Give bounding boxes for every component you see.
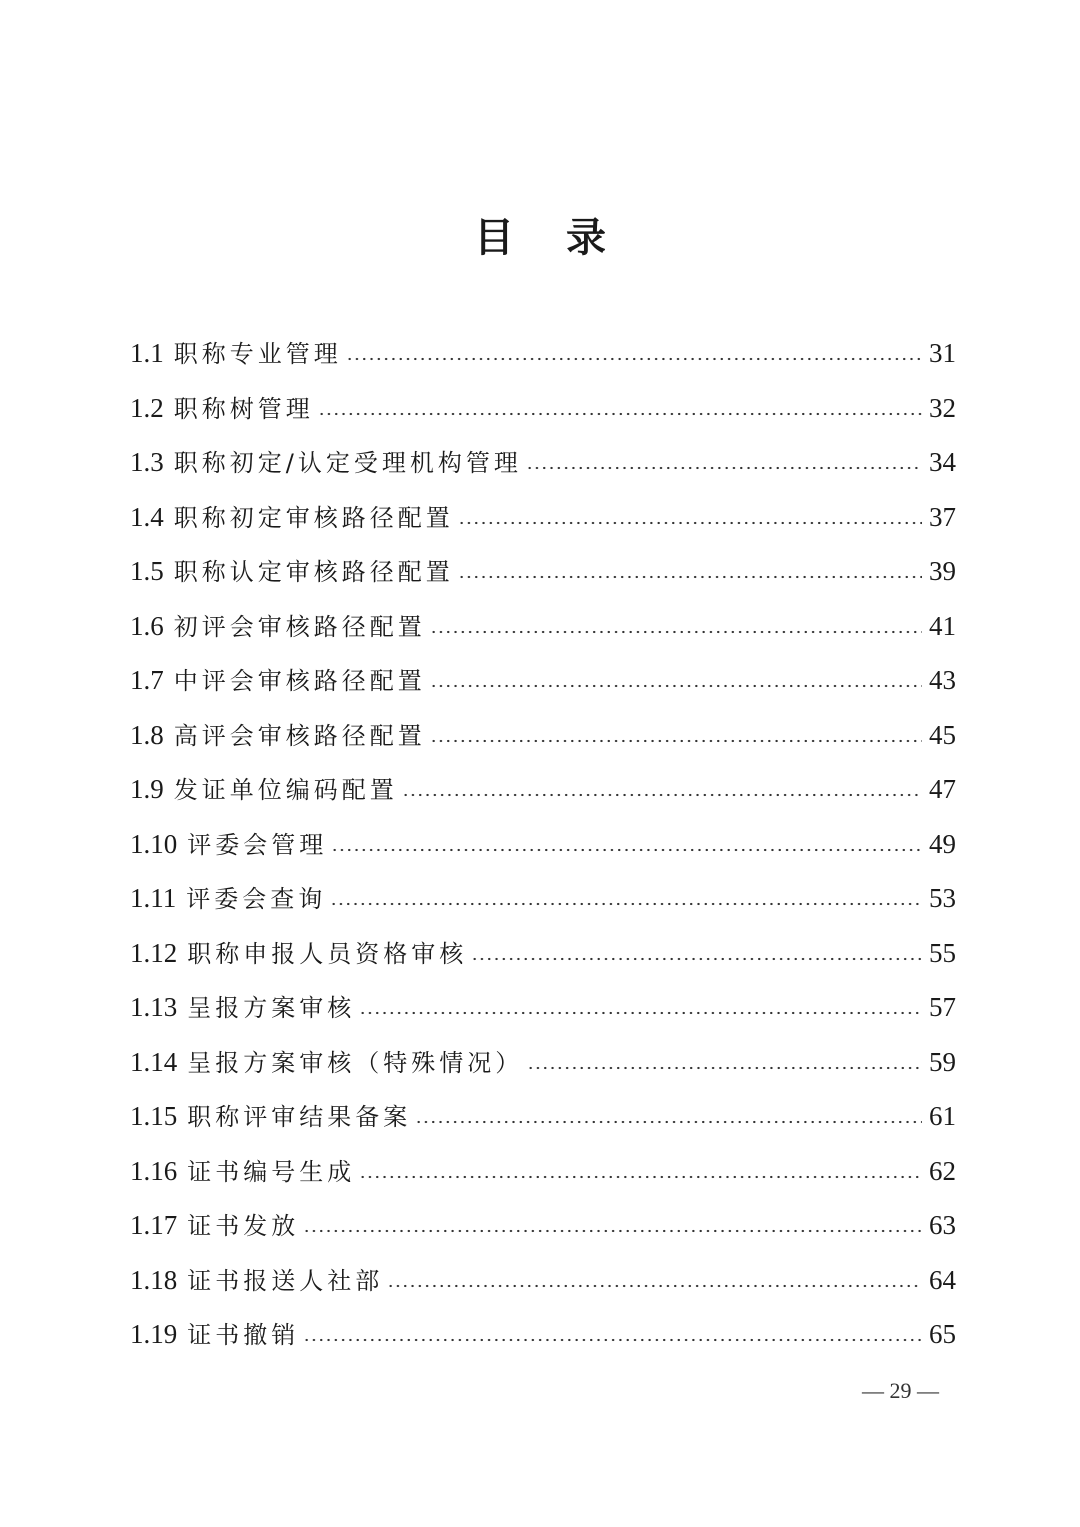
toc-number: 1.19 [130,1319,178,1349]
toc-label: 证书报送人社部 [187,1266,384,1295]
dot-leader [430,629,922,635]
toc-entry[interactable] [130,762,956,817]
toc-label: 高评会审核路径配置 [173,721,426,750]
toc-page-number: 47 [929,774,956,804]
toc-page-number: 31 [929,338,956,368]
dot-leader [359,1174,922,1180]
toc-number: 1.12 [130,937,178,968]
toc-page-number: 32 [929,392,956,423]
toc-page-number: 61 [929,1101,956,1131]
dot-leader [331,847,922,853]
toc-entry[interactable] [130,708,956,763]
toc-number: 1.16 [130,1155,178,1186]
toc-page-number: 45 [929,719,956,750]
toc-number: 1.14 [130,1046,178,1077]
toc-entry[interactable] [130,1144,956,1199]
toc-number: 1.4 [130,501,164,532]
table-of-contents [130,326,956,1362]
toc-page-number: 41 [929,610,956,641]
toc-label: 职称专业管理 [173,340,342,368]
dot-leader [330,901,922,907]
toc-page-number: 43 [929,665,956,695]
toc-number: 1.7 [130,665,164,695]
toc-number: 1.18 [130,1264,178,1295]
toc-entry[interactable] [130,544,956,599]
toc-page-number: 57 [929,992,956,1022]
toc-label: 评委会管理 [187,830,328,859]
toc-number: 1.6 [130,610,164,641]
dot-leader [303,1228,922,1234]
toc-page-number: 55 [929,937,956,968]
toc-number: 1.13 [130,992,178,1022]
toc-page-number: 37 [929,501,956,532]
toc-entry[interactable] [130,1307,956,1362]
toc-entry[interactable] [130,435,956,490]
toc-number: 1.11 [130,883,177,913]
page-title: 目录 [474,214,658,261]
dot-leader [471,956,922,962]
toc-entry[interactable] [130,653,956,708]
toc-label: 证书编号生成 [187,1157,356,1186]
toc-page-number: 49 [929,828,956,859]
toc-page-number: 53 [929,883,956,913]
toc-entry[interactable] [130,1035,956,1090]
toc-entry[interactable] [130,599,956,654]
toc-label: 呈报方案审核 [187,994,356,1022]
dot-leader [458,574,922,580]
toc-number: 1.10 [130,828,178,859]
toc-label: 职称申报人员资格审核 [187,939,468,968]
toc-entry[interactable] [130,1253,956,1308]
toc-entry[interactable] [130,980,956,1035]
page-number: — 29 — [862,1378,939,1403]
toc-entry[interactable] [130,1198,956,1253]
toc-label: 职称初定审核路径配置 [173,503,454,532]
toc-label: 证书发放 [187,1212,300,1240]
toc-label: 职称认定审核路径配置 [173,558,454,586]
toc-label: 中评会审核路径配置 [173,667,426,695]
toc-number: 1.3 [130,447,164,477]
toc-number: 1.1 [130,338,164,368]
dot-leader [402,792,922,798]
toc-entry[interactable] [130,926,956,981]
toc-entry[interactable] [130,381,956,436]
dot-leader [318,411,922,417]
toc-number: 1.15 [130,1101,178,1131]
toc-entry[interactable] [130,817,956,872]
toc-page-number: 39 [929,556,956,586]
toc-entry[interactable] [130,871,956,926]
dot-leader [526,465,922,471]
dot-leader [458,520,922,526]
dot-leader [387,1283,922,1289]
toc-label: 职称初定/认定受理机构管理 [173,449,522,477]
dot-leader [303,1337,922,1343]
toc-page-number: 34 [929,447,956,477]
toc-page-number: 65 [929,1319,956,1349]
toc-number: 1.17 [130,1210,178,1240]
toc-entry[interactable] [130,326,956,381]
toc-entry[interactable] [130,490,956,545]
dot-leader [527,1065,922,1071]
dot-leader [359,1010,922,1016]
dot-leader [430,738,922,744]
toc-label: 评委会查询 [186,885,327,913]
toc-label: 发证单位编码配置 [173,776,398,804]
toc-number: 1.9 [130,774,164,804]
dot-leader [346,356,922,362]
toc-number: 1.2 [130,392,164,423]
dot-leader [430,683,922,689]
toc-entry[interactable] [130,1089,956,1144]
dot-leader [415,1119,922,1125]
toc-label: 证书撤销 [187,1321,300,1349]
toc-page-number: 64 [929,1264,956,1295]
toc-number: 1.8 [130,719,164,750]
toc-label: 职称树管理 [173,394,314,423]
toc-label: 职称评审结果备案 [187,1103,412,1131]
toc-page-number: 59 [929,1046,956,1077]
toc-page-number: 62 [929,1155,956,1186]
toc-label: 呈报方案审核（特殊情况） [187,1048,524,1077]
toc-page-number: 63 [929,1210,956,1240]
toc-number: 1.5 [130,556,164,586]
toc-label: 初评会审核路径配置 [173,612,426,641]
